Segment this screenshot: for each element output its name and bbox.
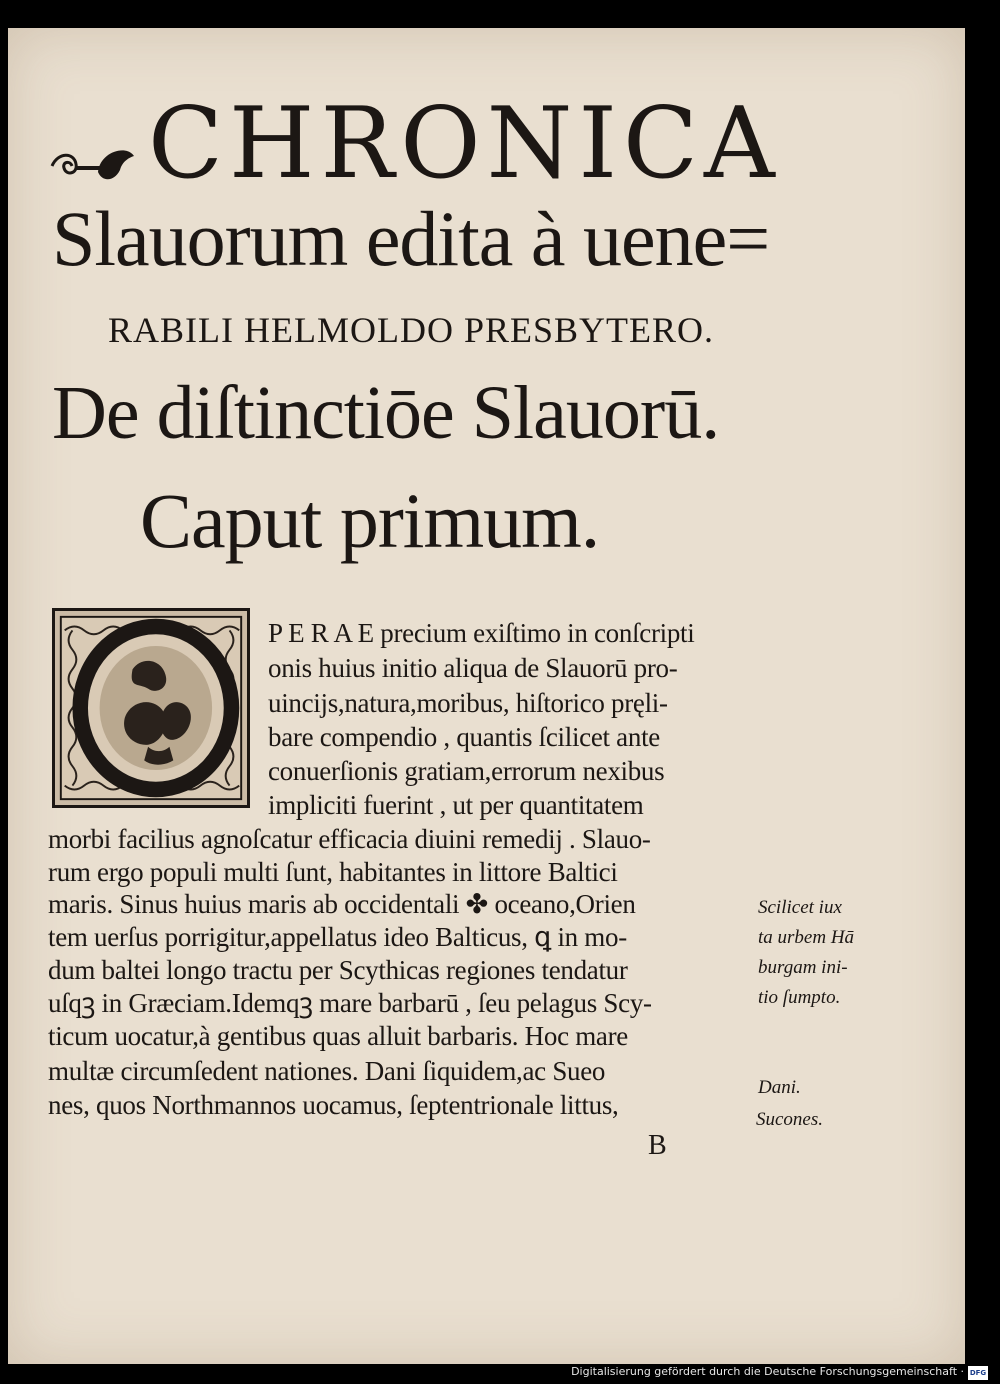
title-line-slauorum: Slauorum edita à uene= (52, 195, 770, 282)
margin-note-3: burgam ini- (758, 957, 848, 978)
text-line-15: nes, quos Northmannos uocamus, ſeptentrionale littus, (48, 1090, 619, 1120)
text-line-6: impliciti fuerint , ut per quantitatem (268, 790, 644, 820)
chapter-number: Caput primum. (140, 477, 600, 564)
margin-note-sucones: Sucones. (756, 1109, 824, 1130)
margin-note-2: ta urbem Hā (758, 927, 855, 948)
decorated-initial-o (52, 608, 250, 808)
text-line-11: dum baltei longo tractu per Scythicas regiones tendatur (48, 955, 628, 985)
text-line-1: P E R A E precium exiſtimo in conſcripti (268, 618, 695, 648)
text-line-7: morbi facilius agnoſcatur efficacia diuini remedij . Slauo- (48, 824, 651, 854)
chapter-heading: De diſtinctiōe Slauorū. (52, 371, 720, 455)
margin-note-dani: Dani. (758, 1077, 801, 1098)
signature-mark: B (648, 1130, 667, 1161)
text-line-14: multæ circumſedent nationes. Dani ſiquidem,ac Sueo (48, 1056, 606, 1086)
text-line-5: conuerſionis gratiam,errorum nexibus (268, 756, 665, 786)
text-line-3: uincijs,natura,moribus, hiſtorico pręli- (268, 688, 668, 718)
footer-credit: Digitalisierung gefördert durch die Deutsche Forschungsgemeinschaft · (571, 1365, 964, 1378)
margin-note-4: tio ſumpto. (758, 987, 841, 1008)
title-line-helmoldo: RABILI HELMOLDO PRESBYTERO. (108, 310, 715, 350)
text-line-13: ticum uocatur,à gentibus quas alluit barbaris. Hoc mare (48, 1021, 628, 1051)
text-line-8: rum ergo populi multi ſunt, habitantes in littore Baltici (48, 857, 618, 887)
fleuron-ornament-icon (48, 138, 138, 188)
woodcut-initial-icon (55, 611, 247, 805)
text-line-9: maris. Sinus huius maris ab occidentali ✤ oceano,Orien (48, 889, 636, 919)
text-line-4: bare compendio , quantis ſcilicet ante (268, 722, 660, 752)
dfg-logo-icon: DFG (968, 1366, 988, 1380)
text-line-2: onis huius initio aliqua de Slauorū pro- (268, 653, 678, 683)
text-line-12: uſqꝫ in Græciam.Idemqꝫ mare barbarū , ſeu pelagus Scy- (48, 988, 652, 1018)
title-chronica: CHRONICA (148, 87, 781, 201)
margin-note-1: Scilicet iux (758, 897, 842, 918)
text-line-10: tem uerſus porrigitur,appellatus ideo Balticus, ꝗ in mo- (48, 922, 627, 952)
